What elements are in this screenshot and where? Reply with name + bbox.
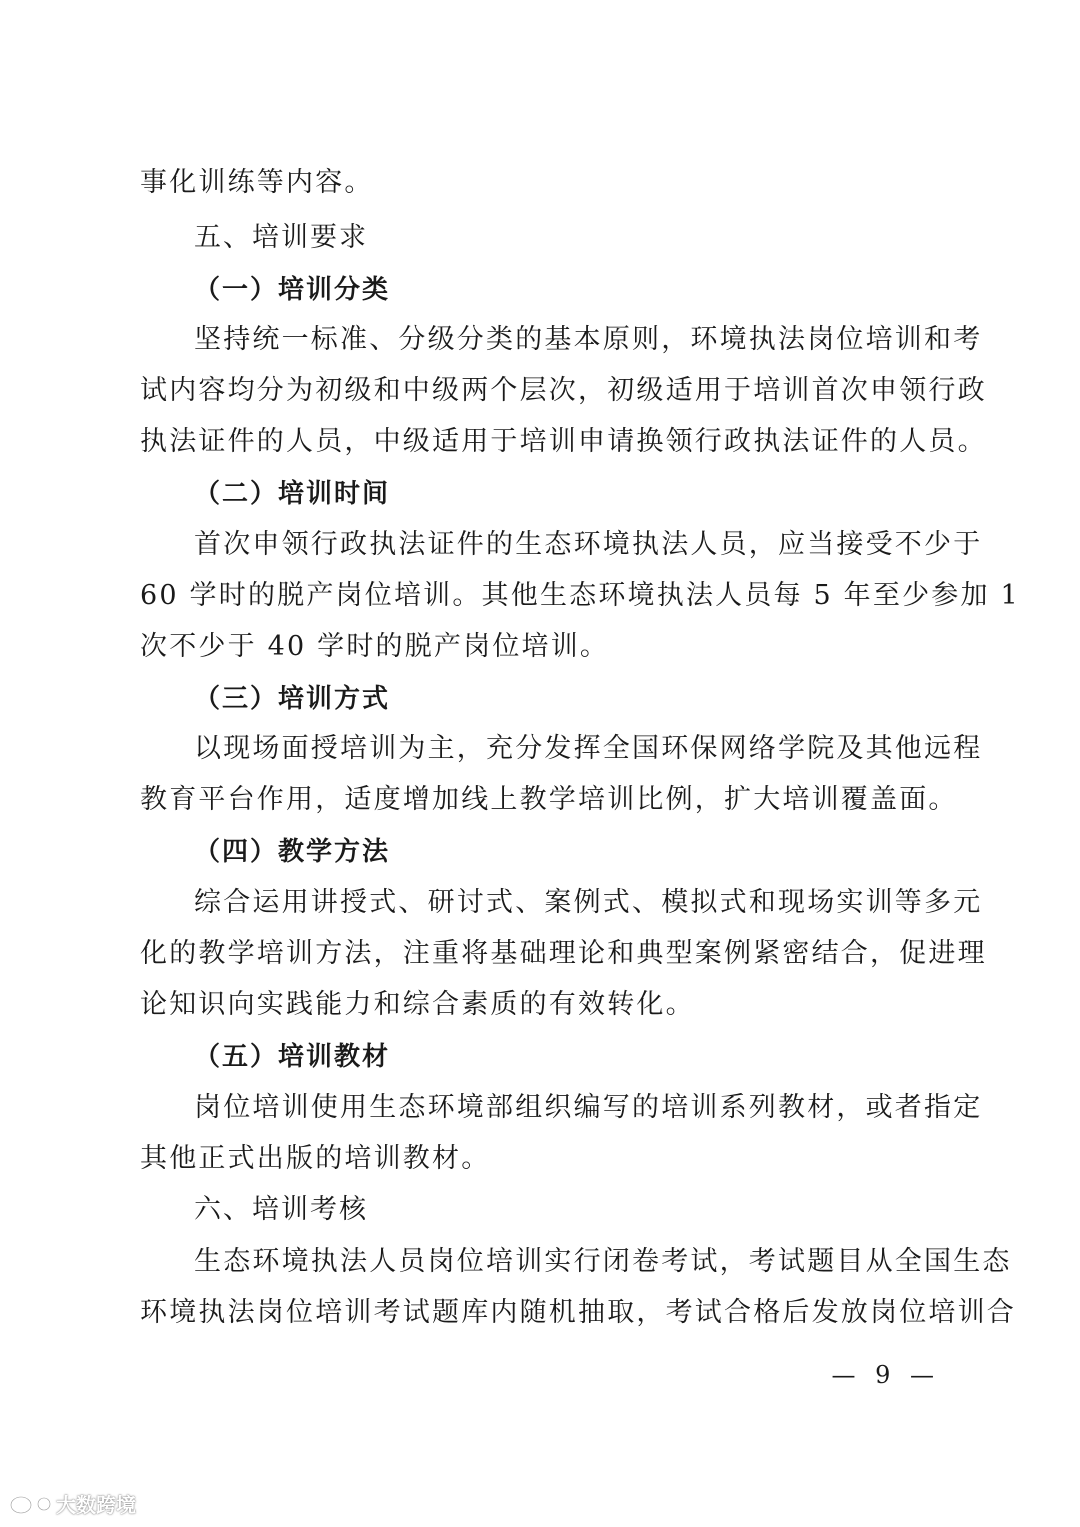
page-number: — 9 — (831, 1361, 940, 1389)
paragraph-line: 论知识向实践能力和综合素质的有效转化。 (140, 989, 695, 1020)
paragraph-line: 教育平台作用，适度增加线上教学培训比例，扩大培训覆盖面。 (140, 784, 958, 815)
paragraph-line: 坚持统一标准、分级分类的基本原则，环境执法岗位培训和考 (194, 324, 983, 355)
paragraph-line: 60 学时的脱产岗位培训。其他生态环境执法人员每 5 年至少参加 1 (140, 580, 1020, 611)
paragraph-line: 以现场面授培训为主，充分发挥全国环保网络学院及其他远程 (194, 733, 983, 764)
subsection-heading: （五）培训教材 (194, 1042, 391, 1072)
paragraph-line: 生态环境执法人员岗位培训实行闭卷考试，考试题目从全国生态 (194, 1246, 1012, 1277)
paragraph-line: 其他正式出版的培训教材。 (140, 1143, 491, 1174)
subsection-heading: （一）培训分类 (194, 275, 391, 305)
section-heading: 五、培训要求 (194, 222, 368, 253)
paragraph-line: 首次申领行政执法证件的生态环境执法人员，应当接受不少于 (194, 529, 983, 560)
section-heading: 六、培训考核 (194, 1194, 368, 1225)
subsection-heading: （二）培训时间 (194, 479, 391, 509)
weibo-logo-icon (8, 1490, 52, 1516)
paragraph-line: 环境执法岗位培训考试题库内随机抽取，考试合格后发放岗位培训合 (140, 1297, 1016, 1328)
paragraph-line: 次不少于 40 学时的脱产岗位培训。 (140, 631, 610, 662)
paragraph-line: 执法证件的人员，中级适用于培训申请换领行政执法证件的人员。 (140, 426, 987, 457)
paragraph-line: 事化训练等内容。 (140, 167, 374, 198)
paragraph-line: 岗位培训使用生态环境部组织编写的培训系列教材，或者指定 (194, 1092, 983, 1123)
watermark-text: 大数跨境 (56, 1492, 136, 1517)
paragraph-line: 试内容均分为初级和中级两个层次，初级适用于培训首次申领行政 (140, 375, 987, 406)
paragraph-line: 综合运用讲授式、研讨式、案例式、模拟式和现场实训等多元 (194, 887, 983, 918)
paragraph-line: 化的教学培训方法，注重将基础理论和典型案例紧密结合，促进理 (140, 938, 987, 969)
watermark (8, 1488, 136, 1518)
subsection-heading: （四）教学方法 (194, 837, 391, 867)
subsection-heading: （三）培训方式 (194, 684, 391, 714)
